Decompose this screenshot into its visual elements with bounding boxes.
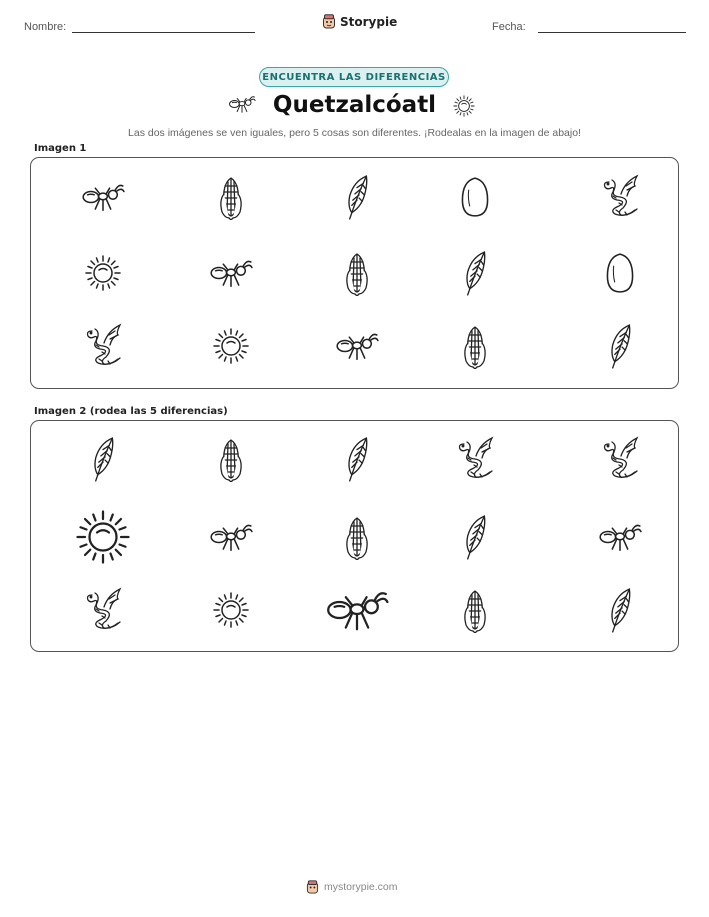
image1-ant-icon bbox=[81, 182, 125, 212]
image2-feather-icon[interactable] bbox=[343, 435, 371, 483]
image2-label: Imagen 2 (rodea las 5 diferencias) bbox=[34, 406, 228, 417]
sun-icon bbox=[452, 94, 476, 118]
image1-egg-icon bbox=[459, 175, 491, 219]
image1-serpent-icon bbox=[598, 174, 642, 220]
image1-ant-icon bbox=[335, 331, 379, 361]
image2-feather-icon[interactable] bbox=[89, 435, 117, 483]
name-line[interactable] bbox=[72, 32, 255, 33]
footer bbox=[306, 880, 398, 894]
image1-feather-icon bbox=[461, 249, 489, 297]
storypie-mascot-icon bbox=[306, 880, 319, 894]
activity-badge: ENCUENTRA LAS DIFERENCIAS bbox=[259, 67, 449, 87]
storypie-mascot-icon bbox=[322, 14, 336, 29]
image2-ant-icon[interactable] bbox=[598, 522, 642, 552]
image2-feather-icon[interactable] bbox=[461, 513, 489, 561]
image1-egg-icon bbox=[604, 251, 636, 295]
image2-corn-icon[interactable] bbox=[216, 436, 246, 482]
image2-sun-icon[interactable] bbox=[211, 590, 251, 630]
image1-label: Imagen 1 bbox=[34, 143, 87, 154]
image2-serpent-icon[interactable] bbox=[453, 436, 497, 482]
storypie-logo bbox=[322, 14, 397, 29]
image2-corn-icon[interactable] bbox=[460, 587, 490, 633]
instructions: Las dos imágenes se ven iguales, pero 5 cosas son diferentes. ¡Rodealas en la imagen de abajo! bbox=[128, 127, 581, 139]
footer-url[interactable]: mystorypie.com bbox=[324, 881, 398, 893]
image1-feather-icon bbox=[343, 173, 371, 221]
image1-serpent-icon bbox=[81, 323, 125, 369]
image2-serpent-icon[interactable] bbox=[81, 587, 125, 633]
image2-feather-icon[interactable] bbox=[606, 586, 634, 634]
brand-name: Storypie bbox=[340, 14, 398, 29]
image2-corn-icon[interactable] bbox=[342, 514, 372, 560]
date-label: Fecha: bbox=[492, 21, 526, 33]
image1-feather-icon bbox=[606, 322, 634, 370]
image1-corn-icon bbox=[460, 323, 490, 369]
image1-ant-icon bbox=[209, 258, 253, 288]
image2-ant-icon[interactable] bbox=[325, 588, 389, 632]
image1-sun-icon bbox=[83, 253, 123, 293]
image1-sun-icon bbox=[211, 326, 251, 366]
image1-corn-icon bbox=[342, 250, 372, 296]
image2-ant-icon[interactable] bbox=[209, 522, 253, 552]
date-line[interactable] bbox=[538, 32, 686, 33]
image2-sun-icon[interactable] bbox=[73, 507, 133, 567]
name-label: Nombre: bbox=[24, 21, 67, 33]
image1-corn-icon bbox=[216, 174, 246, 220]
page-title: Quetzalcóatl bbox=[272, 92, 437, 118]
image2-serpent-icon[interactable] bbox=[598, 436, 642, 482]
